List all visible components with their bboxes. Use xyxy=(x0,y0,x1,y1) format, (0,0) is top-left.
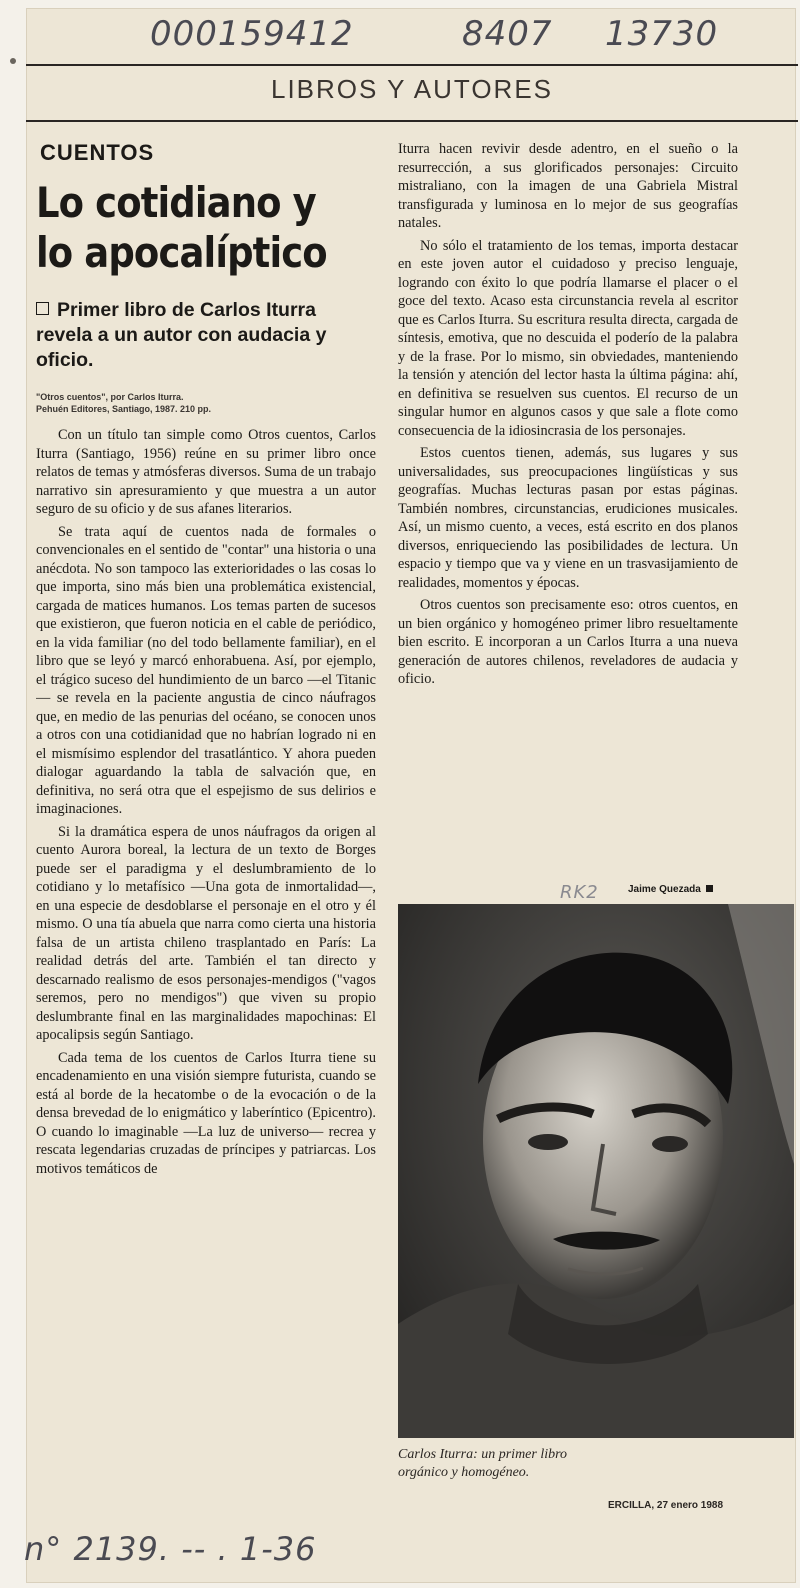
paragraph: No sólo el tratamiento de los temas, importa destacar en este joven autor el cuidadoso y preciso lenguaje, logrando con éxito lo que podría llamarse el placer o el goce del texto. Acaso esta circunstancia revela al escritor que es Carlos Iturra. Su escritura resulta directa, cargada de síntesis, emotiva, que no descuida el poderío de la palabra y de la frase. Por lo mismo, sin obviedades, manteniendo la tensión y atención del lector hasta la última página: ahí, en definitiva se resuelven sus cuentos. El recurso de un singular humor en algunos casos y que sale a flote como consecuencia de la idiosincrasia de los personajes. xyxy=(398,237,738,439)
handwritten-number-a: 8407 xyxy=(462,14,553,54)
photo-caption xyxy=(398,1446,698,1482)
article-kicker: CUENTOS xyxy=(40,140,155,165)
paragraph: Cada tema de los cuentos de Carlos Iturra tiene su encadenamiento en una visión siempre futurista, cuando se está al borde de la hecatombe o de la evocación o de la densa brevedad de lo enigmático y laberíntico (Epicentro). O cuando lo imaginable —La luz de universo— recrea y rescata legendarias cruzadas de príncipes y patriarcas. Los motivos temáticos de xyxy=(36,1049,376,1177)
headline-line-1: Lo cotidiano y xyxy=(36,178,316,227)
end-mark-icon xyxy=(706,885,713,892)
article-headline xyxy=(36,178,335,278)
caption-line-2: orgánico y homogéneo. xyxy=(398,1465,530,1480)
section-heading: LIBROS Y AUTORES xyxy=(271,74,553,104)
author-portrait-photo xyxy=(398,904,794,1438)
handwritten-reference: n° 2139. -- . 1-36 xyxy=(24,1530,317,1568)
paragraph: Otros cuentos son precisamente eso: otros cuentos, en un bien orgánico y homogéneo primer libro resueltamente bien escrito. E incorporan a un Carlos Iturra a una nueva generación de autores chilenos, reveladores de audacia y oficio. xyxy=(398,597,738,687)
book-credit xyxy=(36,391,366,415)
binding-hole-icon xyxy=(10,58,16,64)
article-column-right xyxy=(398,140,738,870)
paragraph: Si la dramática espera de unos náufragos da origen al cuento Aurora boreal, la lectura de un texto de Borges puede ser el paradigma y el deslumbramiento de lo cotidiano y lo metafísico —Una gota de inmortalidad—, en una especie de desdoblarse el personaje en el otro y él mismo. O una tía abuela que narra como cierta una historia falsa de un artista chileno trasplantado en París: La realidad detrás del arte. También el tan directo y descarnado realismo de esos personajes-mendigos ("vagos seremos, pero no mendigos") que viven su propio deslumbrante final en las marginalidades mapochinas: El apocalipsis según Santiago. xyxy=(36,823,376,1043)
caption-line-1: Carlos Iturra: un primer libro xyxy=(398,1447,568,1462)
section-rule-bottom xyxy=(26,120,798,122)
handwritten-archive-id: 000159412 xyxy=(150,14,354,54)
paragraph: Con un título tan simple como Otros cuentos, Carlos Iturra (Santiago, 1956) reúne en su primer libro once relatos de temas y atmósferas diversos. Suma de un trabajo narrativo sin apresuramiento y que muestra a un autor seguro de su oficio y de sus afanes literarios. xyxy=(36,427,376,517)
paragraph: Estos cuentos tienen, además, sus lugares y sus universalidades, sus preocupaciones lingüísticas y sus geografías. Muchas lecturas pasan por estas páginas. También nombres, circunstancias, erudiciones musicales. Así, un mismo cuento, a veces, está escrito en dos planos diversos, enriqueciendo las posibilidades de lectura. Un espacio y tiempo que va y viene en un trasvasijamiento de realidades, momentos y épocas. xyxy=(398,445,738,591)
deck-box-icon xyxy=(36,302,49,315)
author-signature xyxy=(628,884,713,895)
credit-line-2: Pehuén Editores, Santiago, 1987. 210 pp. xyxy=(36,404,212,414)
section-rule-top xyxy=(26,64,798,66)
handwritten-number-b: 13730 xyxy=(605,14,719,54)
article-column-left xyxy=(36,426,376,1512)
headline-line-2: lo apocalíptico xyxy=(36,228,327,277)
credit-line-1: "Otros cuentos", por Carlos Iturra. xyxy=(36,392,184,402)
publication-source: ERCILLA, 27 enero 1988 xyxy=(608,1500,724,1511)
paragraph: Iturra hacen revivir desde adentro, en el sueño o la resurrección, a sus glorificados personajes: Circuito mistraliano, con la imagen de una Gabriela Mistral transfigurada y luminosa en lo mejor de sus geografías natales. xyxy=(398,141,738,231)
handwritten-initials: RK2 xyxy=(560,882,599,903)
signature-text: Jaime Quezada xyxy=(628,884,701,895)
portrait-image xyxy=(398,904,794,1438)
deck-text: Primer libro de Carlos Iturra revela a un autor con audacia y oficio. xyxy=(36,299,327,371)
paragraph: Se trata aquí de cuentos nada de formales o convencionales en el sentido de "contar" una historia o una anécdota. No son tampoco las exterioridades o las cosas lo que importa, sino más bien una problemática existencial, cargada de matices humanos. Los temas parten de sucesos que existieron, que fueron noticia en el cable de periódico, en la vida familiar (no del todo bellamente familiar), en el libro que se leyó y marcó enhorabuena. Así, por ejemplo, el trágico suceso del hundimiento de un barco —el Titanic— se revela en la paciente angustia de cinco náufragos que, en medio de las penurias del océano, se conocen unos a otros con una cotidianidad que no habrían logrado ni en el mismísimo esplendor del trasatlántico. Y ahora pueden dialogar aguardando la tabla de salvación que, en definitiva, no será otra que el espejismo de sus delirios e imaginaciones. xyxy=(36,523,376,817)
article-deck xyxy=(36,298,376,373)
